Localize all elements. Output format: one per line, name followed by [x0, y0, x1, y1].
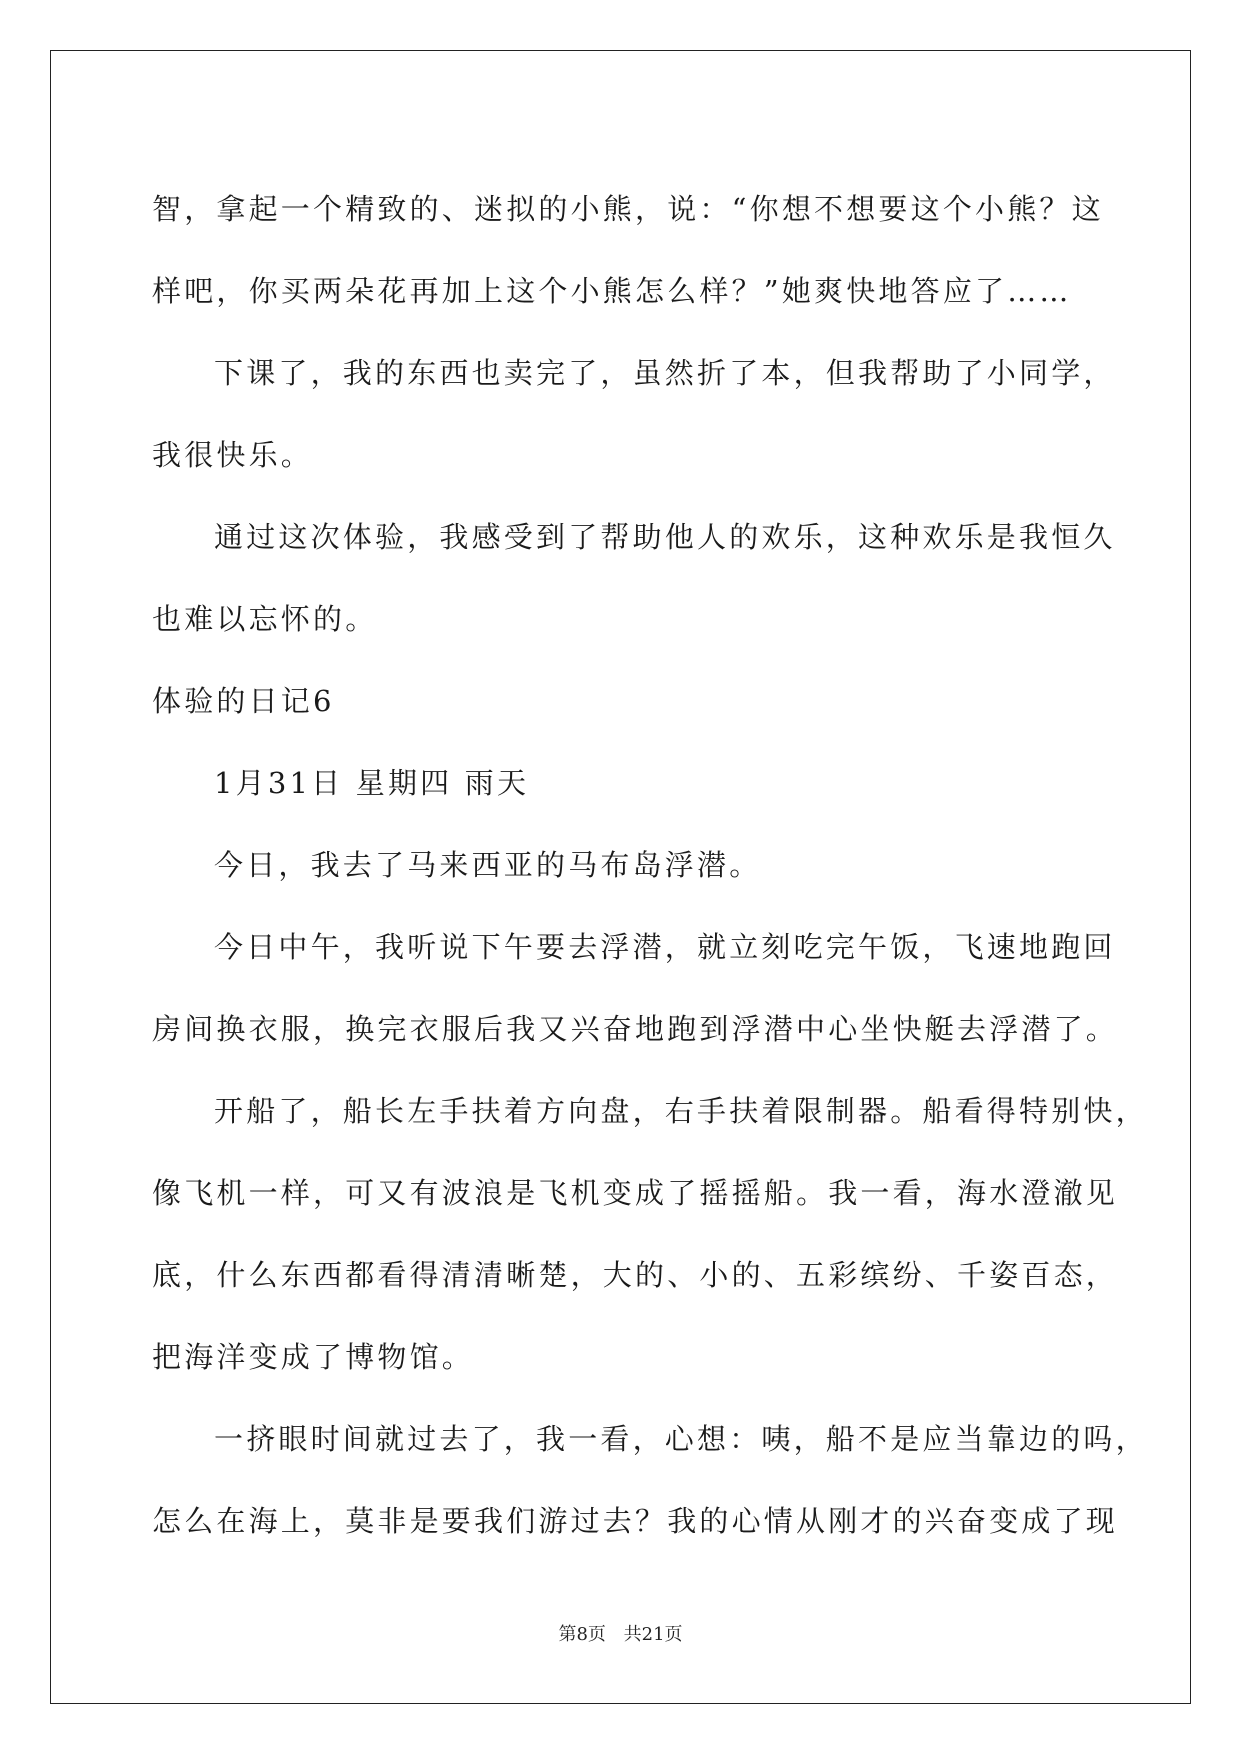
total-pages: 共21页 [623, 1624, 683, 1645]
text-line: 开船了，船长左手扶着方向盘，右手扶着限制器。船看得特别快， [214, 1094, 1148, 1128]
text-line: 房间换衣服，换完衣服后我又兴奋地跑到浮潜中心坐快艇去浮潜了。 [152, 1012, 1119, 1046]
page-footer [0, 1620, 1241, 1646]
text-line: 样吧，你买两朵花再加上这个小熊怎么样？”她爽快地答应了…… [152, 274, 1072, 308]
text-line: 把海洋变成了博物馆。 [152, 1340, 475, 1374]
text-line: 一挤眼时间就过去了，我一看，心想：咦，船不是应当靠边的吗， [214, 1422, 1148, 1456]
page-number: 第8页 [558, 1624, 606, 1645]
text-line: 通过这次体验，我感受到了帮助他人的欢乐，这种欢乐是我恒久 [214, 520, 1116, 554]
section-heading: 体验的日记6 [152, 684, 335, 718]
text-line: 下课了，我的东西也卖完了，虽然折了本，但我帮助了小同学， [214, 356, 1116, 390]
document-body [152, 168, 1148, 1562]
text-line: 今日，我去了马来西亚的马布岛浮潜。 [214, 848, 762, 882]
text-line: 底，什么东西都看得清清晰楚，大的、小的、五彩缤纷、千姿百态， [152, 1258, 1119, 1292]
diary-date-line: 1月31日 星期四 雨天 [214, 766, 530, 800]
text-line: 今日中午，我听说下午要去浮潜，就立刻吃完午饭，飞速地跑回 [214, 930, 1116, 964]
text-line: 像飞机一样，可又有波浪是飞机变成了摇摇船。我一看，海水澄澈见 [152, 1176, 1119, 1210]
text-line: 我很快乐。 [152, 438, 314, 472]
text-line: 也难以忘怀的。 [152, 602, 378, 636]
text-line: 怎么在海上，莫非是要我们游过去？我的心情从刚才的兴奋变成了现 [152, 1504, 1119, 1538]
text-line: 智，拿起一个精致的、迷拟的小熊，说：“你想不想要这个小熊？这 [152, 192, 1104, 226]
